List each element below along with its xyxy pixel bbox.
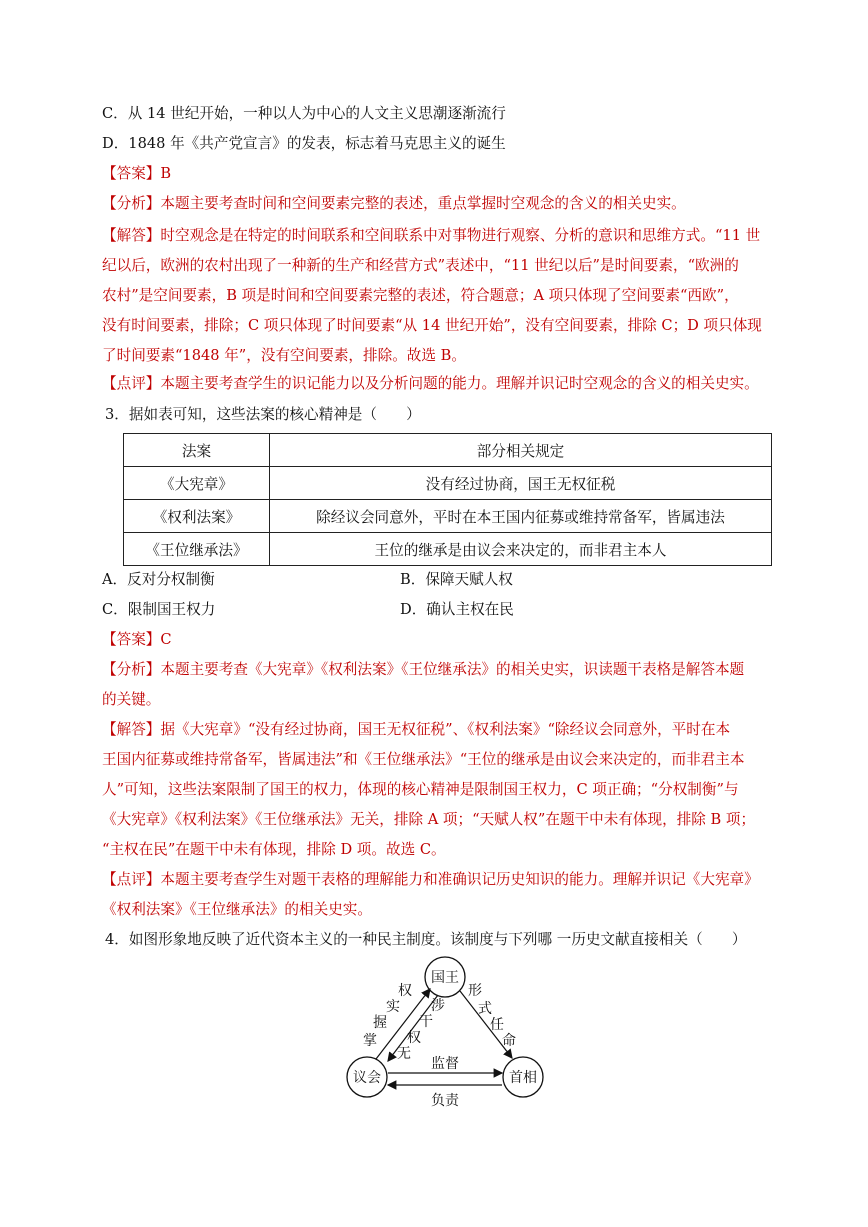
answer-value: B — [160, 165, 172, 182]
label-formal-appoint-3: 任 — [490, 1017, 504, 1033]
table-row — [124, 467, 772, 500]
table-header: 法案 — [124, 434, 270, 467]
label-no-interfere-1: 无 — [397, 1046, 411, 1062]
table-header: 部分相关规定 — [270, 434, 772, 467]
solution-text: 时空观念是在特定的时间联系和空间联系中对事物进行观察、分析的意识和思维方式。“11 世 — [160, 227, 761, 244]
q3-option-c: C．限制国王权力 — [102, 601, 216, 618]
answer-tag: 【答案】 — [102, 165, 161, 182]
q3-option-d: D．确认主权在民 — [400, 601, 514, 618]
analysis-tag: 【分析】 — [102, 661, 161, 678]
q2-analysis — [102, 194, 792, 214]
table-cell: 没有经过协商，国王无权征税 — [270, 467, 772, 500]
label-no-interfere-3: 干 — [419, 1014, 433, 1030]
solution-tag: 【解答】 — [102, 721, 161, 738]
king-label: 国王 — [431, 970, 459, 986]
q2-option-c: C．从 14 世纪开始，一种以人为中心的人文主义思潮逐渐流行 — [102, 105, 506, 122]
comment-text: 本题主要考查学生的识记能力以及分析问题的能力。理解并识记时空观念的含义的相关史实。 — [160, 375, 759, 392]
table-cell: 王位的继承是由议会来决定的，而非君主本人 — [270, 533, 772, 566]
q2-comment — [102, 374, 792, 394]
q3-comment-line-2: 《权利法案》《王位继承法》的相关史实。 — [102, 901, 372, 918]
pm-label: 首相 — [509, 1070, 537, 1086]
label-no-interfere-2: 权 — [407, 1030, 421, 1046]
label-hold-power-3: 实 — [386, 999, 400, 1015]
laws-table — [123, 433, 772, 566]
label-supervise: 监督 — [431, 1056, 459, 1072]
q2-answer — [102, 164, 792, 184]
q3-stem: 3．据如表可知，这些法案的核心精神是（ ） — [105, 406, 421, 423]
q3-solution-line-2: 王国内征募或维持常备军，皆属违法”和《王位继承法》“王位的继承是由议会来决定的，而非君主本 — [102, 751, 745, 768]
table-cell: 《大宪章》 — [124, 467, 270, 500]
analysis-text: 本题主要考查《大宪章》《权利法案》《王位继承法》的相关史实，识读题干表格是解答本题 — [160, 661, 745, 678]
q3-analysis-line-2: 的关键。 — [102, 691, 161, 708]
q3-solution-line-5: “主权在民”在题干中未有体现，排除 D 项。故选 C。 — [102, 841, 446, 858]
label-formal-appoint-1: 形 — [468, 983, 482, 999]
label-hold-power-4: 权 — [398, 983, 412, 999]
answer-value: C — [160, 631, 172, 648]
solution-tag: 【解答】 — [102, 227, 161, 244]
q2-solution-line-5: 了时间要素“1848 年”，没有空间要素，排除。故选 B。 — [102, 347, 466, 364]
table-row — [124, 500, 772, 533]
comment-tag: 【点评】 — [102, 871, 161, 888]
label-no-interfere-4: 涉 — [431, 998, 445, 1014]
q2-solution-line-1 — [102, 226, 792, 246]
q3-option-a: A．反对分权制衡 — [102, 571, 215, 588]
label-responsible: 负责 — [431, 1093, 459, 1109]
q4-stem: 4．如图形象地反映了近代资本主义的一种民主制度。该制度与下列哪 一历史文献直接相关（ ） — [105, 931, 747, 948]
table-header-row — [124, 434, 772, 467]
table-cell: 《王位继承法》 — [124, 533, 270, 566]
q2-solution-line-2: 纪以后，欧洲的农村出现了一种新的生产和经营方式”表述中，“11 世纪以后”是时间要素，“欧洲的 — [102, 257, 739, 274]
answer-tag: 【答案】 — [102, 631, 161, 648]
q3-solution-line-3: 人”可知，这些法案限制了国王的权力，体现的核心精神是限制国王权力，C 项正确；“分权制衡”与 — [102, 781, 739, 798]
table-cell: 《权利法案》 — [124, 500, 270, 533]
table-cell: 除经议会同意外，平时在本王国内征募或维持常备军，皆属违法 — [270, 500, 772, 533]
label-formal-appoint-4: 命 — [502, 1033, 516, 1049]
label-formal-appoint-2: 式 — [478, 1001, 492, 1017]
q2-option-d: D．1848 年《共产党宣言》的发表，标志着马克思主义的诞生 — [102, 135, 506, 152]
q3-solution-line-4: 《大宪章》《权利法案》《王位继承法》无关，排除 A 项；“天赋人权”在题干中未有体现，排除 B 项； — [102, 811, 756, 828]
label-hold-power-1: 掌 — [363, 1033, 377, 1049]
q3-option-b: B．保障天赋人权 — [400, 571, 513, 588]
label-hold-power-2: 握 — [373, 1015, 387, 1031]
comment-text: 本题主要考查学生对题干表格的理解能力和准确识记历史知识的能力。理解并识记《大宪章》 — [160, 871, 759, 888]
solution-text: 据《大宪章》“没有经过协商，国王无权征税”、《权利法案》“除经议会同意外，平时在本 — [160, 721, 731, 738]
q3-comment-line-1 — [102, 870, 792, 890]
parliament-label: 议会 — [353, 1070, 381, 1086]
comment-tag: 【点评】 — [102, 375, 161, 392]
analysis-tag: 【分析】 — [102, 195, 161, 212]
q2-solution-line-3: 农村”是空间要素，B 项是时间和空间要素完整的表述，符合题意；A 项只体现了空间要素“西欧”， — [102, 287, 739, 304]
q3-answer — [102, 630, 792, 650]
q2-solution-line-4: 没有时间要素，排除；C 项只体现了时间要素“从 14 世纪开始”，没有空间要素，排除 C；D 项只体现 — [102, 317, 762, 334]
q3-solution-line-1 — [102, 720, 792, 740]
q3-analysis-line-1 — [102, 660, 792, 680]
analysis-text: 本题主要考查时间和空间要素完整的表述，重点掌握时空观念的含义的相关史实。 — [160, 195, 686, 212]
constitutional-monarchy-diagram — [330, 955, 560, 1115]
table-row — [124, 533, 772, 566]
